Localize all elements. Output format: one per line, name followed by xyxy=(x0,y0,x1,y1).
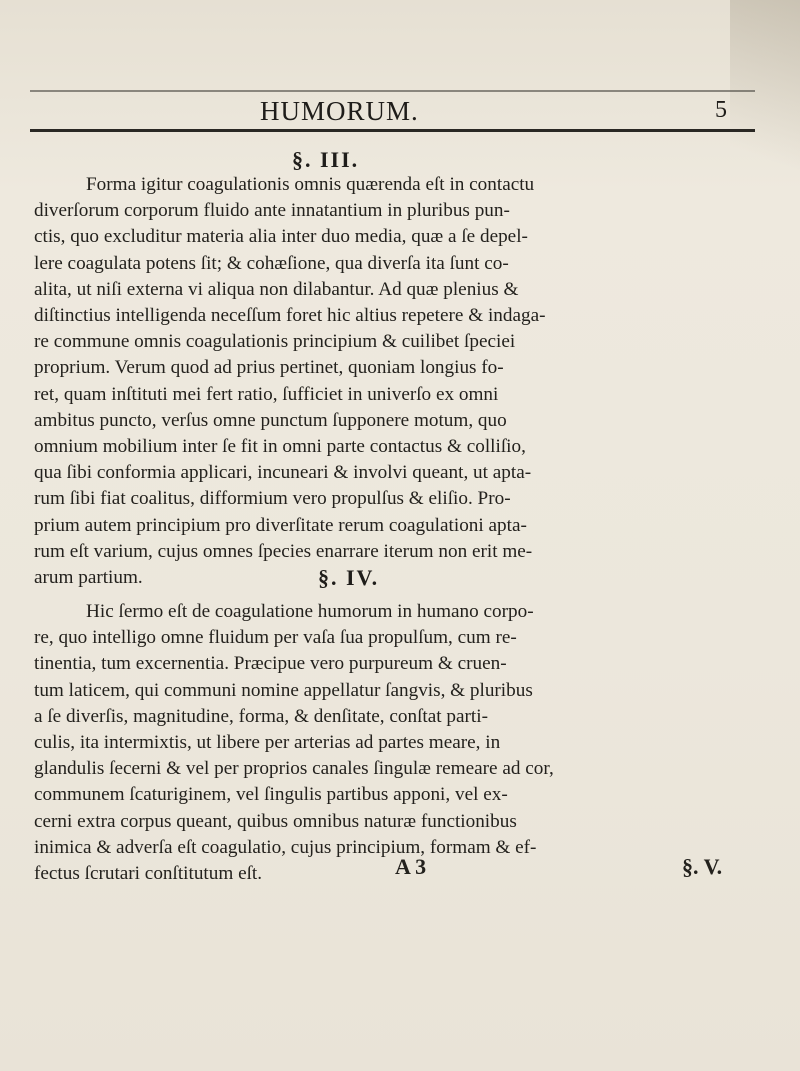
paragraph-section-3 xyxy=(34,172,754,591)
catchword: §. V. xyxy=(682,854,723,879)
signature-mark: A 3 xyxy=(395,854,427,879)
section-heading-3: §. III. xyxy=(292,147,360,172)
header-rule-bottom xyxy=(30,129,755,132)
text-line: tum laticem, qui communi nomine appellatur ſangvis, & pluribus xyxy=(34,679,533,701)
header-rule-top xyxy=(30,90,755,92)
text-line: ctis, quo excluditur materia alia inter duo media, quæ a ſe depel- xyxy=(34,226,528,248)
text-line: rum eſt varium, cujus omnes ſpecies enarrare iterum non erit me- xyxy=(34,540,533,562)
text-line: ambitus puncto, verſus omne punctum ſupponere motum, quo xyxy=(34,409,507,431)
text-line: alita, ut niſi externa vi aliqua non dilabantur. Ad quæ plenius & xyxy=(34,278,519,300)
text-line: a ſe diverſis, magnitudine, forma, & denſitate, conſtat parti- xyxy=(34,705,488,727)
text-line: omnium mobilium inter ſe fit in omni parte contactus & colliſio, xyxy=(34,436,526,458)
text-line: arum partium. xyxy=(34,567,143,589)
text-line: cerni extra corpus queant, quibus omnibus naturæ functionibus xyxy=(34,810,517,832)
page-number: 5 xyxy=(715,97,727,123)
text-line: proprium. Verum quod ad prius pertinet, quoniam longius fo- xyxy=(34,357,504,379)
text-line: communem ſcaturiginem, vel ſingulis partibus apponi, vel ex- xyxy=(34,784,508,806)
text-line: re, quo intelligo omne fluidum per vaſa ſua propulſum, cum re- xyxy=(34,627,517,649)
paragraph-section-4 xyxy=(34,599,754,887)
text-line: Forma igitur coagulationis omnis quærenda eſt in contactu xyxy=(86,174,535,195)
text-line: fectus ſcrutari conſtitutum eſt. xyxy=(34,863,263,885)
text-line: ret, quam inſtituti mei fert ratio, ſufficiet in univerſo ex omni xyxy=(34,383,499,405)
text-line: rum ſibi fiat coalitus, difformium vero propulſus & eliſio. Pro- xyxy=(34,488,511,510)
text-line: diſtinctius intelligenda neceſſum foret hic altius repetere & indaga- xyxy=(34,305,546,327)
text-line: qua ſibi conformia applicari, incuneari & involvi queant, ut apta- xyxy=(34,462,532,484)
text-line: lere coagulata potens ſit; & cohæſione, qua diverſa ita ſunt co- xyxy=(34,252,509,274)
text-line: inimica & adverſa eſt coagulatio, cujus principium, formam & ef- xyxy=(34,836,537,858)
text-line: tinentia, tum excernentia. Præcipue vero purpureum & cruen- xyxy=(34,653,507,675)
text-line: prium autem principium pro diverſitate rerum coagulationi apta- xyxy=(34,514,527,536)
running-head: HUMORUM. xyxy=(260,96,419,126)
text-line: glandulis ſecerni & vel per proprios canales ſingulæ remeare ad cor, xyxy=(34,758,554,780)
text-line: culis, ita intermixtis, ut libere per arterias ad partes meare, in xyxy=(34,732,501,754)
text-line: re commune omnis coagulationis principium & cuilibet ſpeciei xyxy=(34,331,516,353)
section-heading-4: §. IV. xyxy=(318,565,380,590)
text-line: diverſorum corporum fluido ante innatantium in pluribus pun- xyxy=(34,200,510,222)
text-line: Hic ſermo eſt de coagulatione humorum in humano corpo- xyxy=(86,601,534,622)
